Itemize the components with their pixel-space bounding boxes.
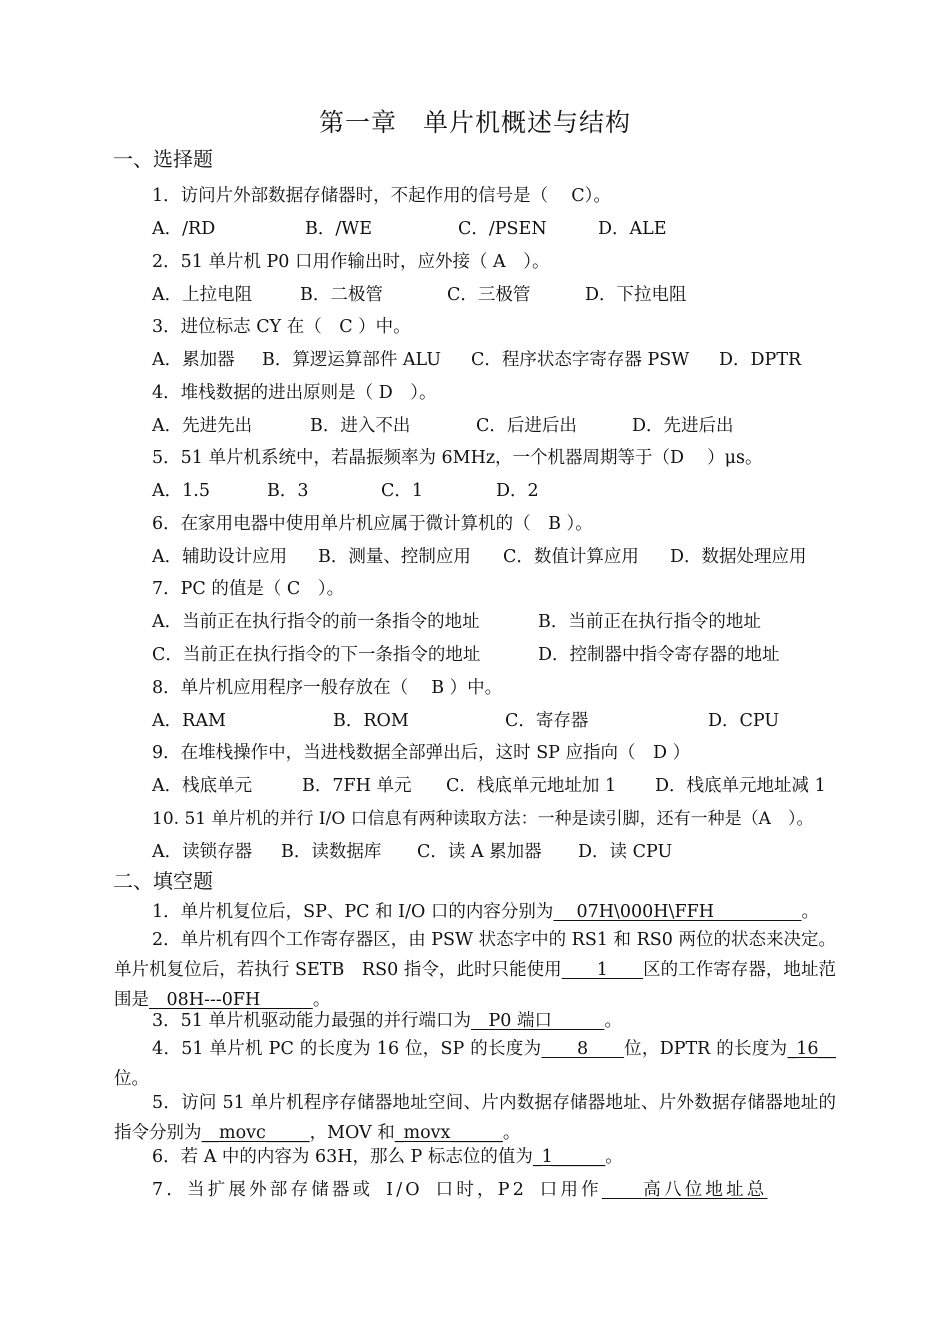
fill-5-answer-1: __movc_____ — [201, 1123, 310, 1143]
choice-9-option-a: A．栈底单元 — [152, 776, 253, 796]
fill-2-text: 2．单片机有四个工作寄存器区，由 PSW 状态字中的 RS1 和 RS0 两位的状态来决定。单片机复位后，若执行 SETB RS0 指令，此时只能使用 — [114, 930, 836, 980]
fill-6-text: 6．若 A 中的内容为 63H，那么 P 标志位的值为 — [152, 1147, 533, 1167]
choice-question-10: 10. 51 单片机的并行 I/O 口信息有两种读取方法：一种是读引脚，还有一种是（A ）。 — [152, 809, 814, 829]
fill-question-6 — [152, 1144, 623, 1170]
fill-4-text: 4．51 单片机 PC 的长度为 16 位，SP 的长度为 — [152, 1039, 542, 1059]
choice-2-option-c: C．三极管 — [447, 285, 531, 305]
fill-question-7 — [152, 1177, 768, 1203]
choice-1-option-d: D．ALE — [598, 219, 667, 239]
fill-1-answer: 07H\000H\FFH — [553, 902, 802, 922]
choice-9-option-c: C．栈底单元地址加 1 — [446, 776, 617, 796]
choice-question-7: 7．PC 的值是（ C ）。 — [152, 579, 345, 599]
choice-question-2: 2．51 单片机 P0 口用作输出时，应外接（ A ）。 — [152, 252, 550, 272]
choice-5-option-a: A．1.5 — [152, 481, 210, 501]
fill-1-end: 。 — [801, 902, 819, 922]
fill-4-end: 位。 — [114, 1069, 149, 1089]
fill-5-text: 5．访问 51 单片机程序存储器地址空间、片内数据存储器地址、片外数据存储器地址的指令分别为 — [114, 1093, 836, 1143]
fill-7-text: 7．当扩展外部存储器或 I/O 口时，P2 口用作 — [152, 1180, 602, 1200]
fill-4-answer-2: _16__ — [787, 1039, 836, 1059]
choice-3-option-b: B．算逻运算部件 ALU — [262, 350, 441, 370]
choice-4-option-a: A．先进先出 — [152, 416, 253, 436]
choice-5-option-d: D．2 — [496, 481, 539, 501]
choice-3-option-d: D．DPTR — [719, 350, 802, 370]
choice-6-option-c: C．数值计算应用 — [503, 547, 639, 567]
choice-question-8: 8．单片机应用程序一般存放在（ B ）中。 — [152, 678, 503, 698]
choice-4-option-d: D．先进后出 — [632, 416, 734, 436]
choice-3-option-a: A．累加器 — [152, 350, 235, 370]
choice-4-option-c: C．后进后出 — [476, 416, 577, 436]
choice-2-option-b: B．二极管 — [300, 285, 383, 305]
fill-question-3 — [152, 1008, 622, 1034]
fill-1-text: 1．单片机复位后，SP、PC 和 I/O 口的内容分别为 — [152, 902, 554, 922]
fill-2-mid: 区的工作寄存器，地址范围是 — [114, 960, 837, 1010]
section-heading-choice: 一、选择题 — [113, 147, 213, 171]
choice-5-option-c: C．1 — [381, 481, 424, 501]
fill-question-1 — [152, 899, 819, 925]
fill-question-4 — [114, 1034, 836, 1094]
choice-3-option-c: C．程序状态字寄存器 PSW — [471, 350, 690, 370]
choice-8-option-a: A．RAM — [152, 711, 226, 731]
choice-5-option-b: B．3 — [267, 481, 309, 501]
choice-10-option-a: A．读锁存器 — [152, 842, 253, 862]
choice-1-option-b: B．/WE — [305, 219, 373, 239]
fill-6-end: 。 — [605, 1147, 623, 1167]
choice-6-option-d: D．数据处理应用 — [670, 547, 807, 567]
choice-8-option-b: B．ROM — [333, 711, 409, 731]
choice-7-option-b: B．当前正在执行指令的地址 — [538, 612, 761, 632]
choice-question-5: 5．51 单片机系统中，若晶振频率为 6MHz，一个机器周期等于（D ）μs。 — [152, 448, 763, 468]
choice-8-option-d: D．CPU — [708, 711, 780, 731]
choice-question-3: 3．进位标志 CY 在（ C ）中。 — [152, 317, 411, 337]
fill-question-2 — [114, 925, 836, 1015]
choice-10-option-c: C．读 A 累加器 — [417, 842, 542, 862]
choice-7-option-d: D．控制器中指令寄存器的地址 — [538, 645, 780, 665]
choice-question-6: 6．在家用电器中使用单片机应属于微计算机的（ B ）。 — [152, 514, 593, 534]
fill-question-5 — [114, 1088, 836, 1148]
choice-2-option-d: D．下拉电阻 — [585, 285, 687, 305]
fill-5-answer-2: _movx______ — [394, 1123, 503, 1143]
fill-2-answer-1: 1 — [561, 960, 644, 980]
fill-3-answer: P0 端口 — [470, 1011, 605, 1031]
fill-5-mid: ，MOV 和 — [309, 1123, 395, 1143]
choice-1-option-c: C．/PSEN — [458, 219, 547, 239]
choice-6-option-b: B．测量、控制应用 — [318, 547, 471, 567]
choice-7-option-a: A．当前正在执行指令的前一条指令的地址 — [152, 612, 480, 632]
choice-6-option-a: A．辅助设计应用 — [152, 547, 288, 567]
fill-3-text: 3．51 单片机驱动能力最强的并行端口为 — [152, 1011, 471, 1031]
chapter-title: 第一章 单片机概述与结构 — [318, 108, 631, 137]
choice-10-option-b: B．读数据库 — [281, 842, 382, 862]
fill-6-answer: _1______ — [532, 1147, 606, 1167]
choice-1-option-a: A．/RD — [152, 219, 216, 239]
choice-9-option-d: D．栈底单元地址减 1 — [655, 776, 826, 796]
fill-3-end: 。 — [604, 1011, 622, 1031]
section-heading-fill: 二、填空题 — [113, 869, 213, 893]
fill-4-mid: 位，DPTR 的长度为 — [624, 1039, 788, 1059]
choice-8-option-c: C．寄存器 — [505, 711, 589, 731]
choice-10-option-d: D．读 CPU — [578, 842, 673, 862]
choice-question-4: 4．堆栈数据的进出原则是（ D ）。 — [152, 383, 437, 403]
fill-4-answer-1: 8 — [541, 1039, 625, 1059]
fill-2-answer-2: 08H---0FH — [149, 990, 313, 1010]
fill-2-end: 。 — [312, 990, 331, 1010]
choice-7-option-c: C．当前正在执行指令的下一条指令的地址 — [152, 645, 481, 665]
fill-7-answer: 高八位地址总 — [601, 1180, 768, 1200]
fill-5-end: 。 — [502, 1123, 521, 1143]
choice-4-option-b: B．进入不出 — [310, 416, 411, 436]
choice-question-9: 9．在堆栈操作中，当进栈数据全部弹出后，这时 SP 应指向（ D ） — [152, 743, 691, 763]
choice-9-option-b: B．7FH 单元 — [302, 776, 412, 796]
choice-question-1: 1．访问片外部数据存储器时，不起作用的信号是（ C）。 — [152, 186, 611, 206]
choice-2-option-a: A．上拉电阻 — [152, 285, 253, 305]
